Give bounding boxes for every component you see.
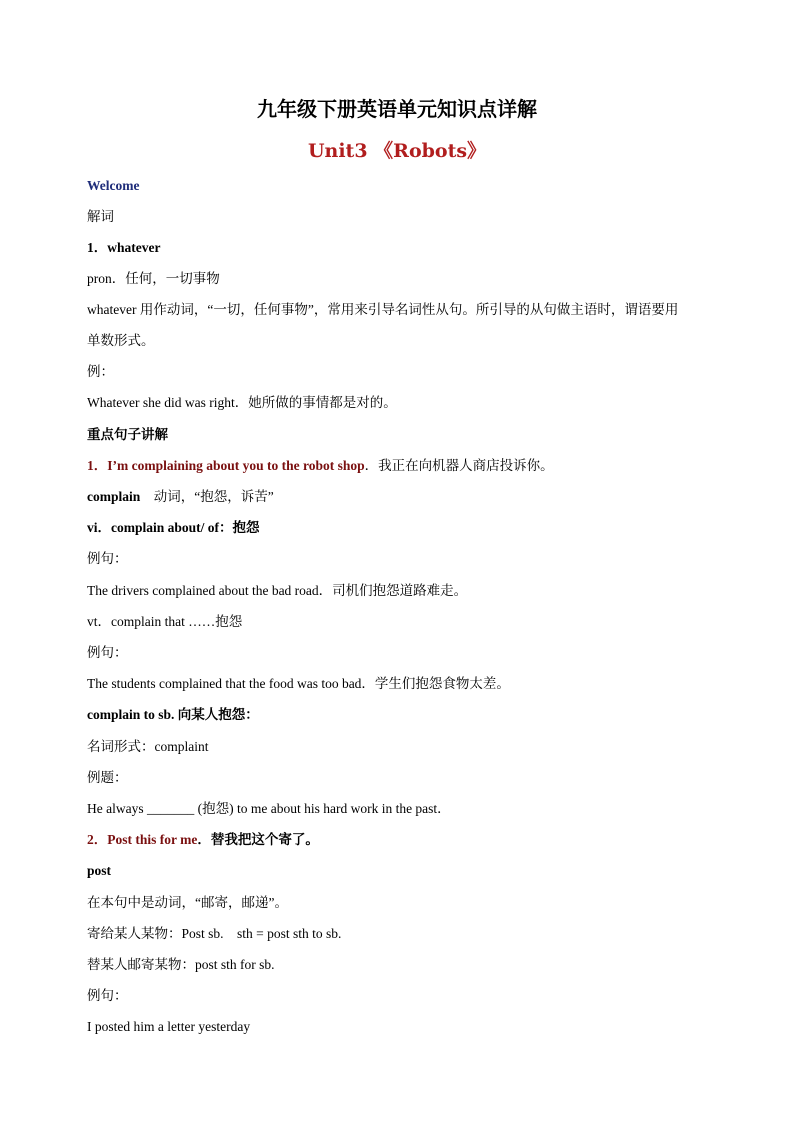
example-3: The students complained that the food was too bad．学生们抱怨食物太差。 [87, 676, 510, 691]
complain-meaning: 动词，“抱怨，诉苦” [140, 489, 274, 504]
sentence-2-english: Post this for me [107, 832, 198, 847]
exercise-question: He always _______ (抱怨) to me about his hard work in the past． [87, 801, 451, 816]
sentence-1-english: I’m complaining about you to the robot shop [107, 458, 365, 473]
item-whatever: 1．whatever [87, 240, 161, 255]
sentence-2-number: 2． [87, 832, 108, 847]
post-word: post [87, 863, 112, 878]
sentence-2-chinese: ．替我把这个寄了。 [197, 832, 319, 847]
complain-word: complain [87, 489, 141, 504]
key-sentence-2 [87, 831, 717, 849]
example-1: Whatever she did was right．她所做的事情都是对的。 [87, 395, 397, 410]
sentence-1-number: 1． [87, 458, 108, 473]
post-rule-1: 寄给某人某物：Post sb. sth = post sth to sb. [87, 926, 342, 941]
complain-definition [87, 488, 717, 506]
example-label: 例句： [87, 645, 128, 660]
vt-usage: vt．complain that ……抱怨 [87, 614, 243, 629]
unit-subtitle: Unit3 《Robots》 [307, 140, 487, 162]
sentence-1-chinese: ．我正在向机器人商店投诉你。 [364, 458, 554, 473]
example-label: 例句： [87, 988, 128, 1003]
example-4: I posted him a letter yesterday [87, 1019, 251, 1034]
page-title: 九年级下册英语单元知识点详解 [257, 97, 537, 121]
example-label: 例： [87, 364, 114, 379]
post-rule-2: 替某人邮寄某物：post sth for sb. [87, 957, 275, 972]
pron-definition: pron．任何，一切事物 [87, 271, 220, 286]
desc-line-2: 单数形式。 [87, 333, 155, 348]
vi-usage: vi．complain about/ of：抱怨 [87, 520, 260, 535]
noun-form: 名词形式：complaint [87, 739, 209, 754]
post-definition: 在本句中是动词，“邮寄，邮递”。 [87, 895, 288, 910]
heading-key-sentences: 重点句子讲解 [87, 427, 168, 442]
example-label: 例句： [87, 551, 128, 566]
complain-to-usage: complain to sb. 向某人抱怨： [87, 707, 259, 722]
desc-line-1: whatever 用作动词，“一切，任何事物”，常用来引导名词性从句。所引导的从句做主语时，谓语要用 [87, 302, 679, 317]
exercise-label: 例题： [87, 770, 128, 785]
key-sentence-1 [87, 457, 717, 475]
heading-jieci: 解词 [87, 209, 114, 224]
example-2: The drivers complained about the bad road．司机们抱怨道路难走。 [87, 583, 468, 598]
section-welcome: Welcome [87, 178, 140, 193]
